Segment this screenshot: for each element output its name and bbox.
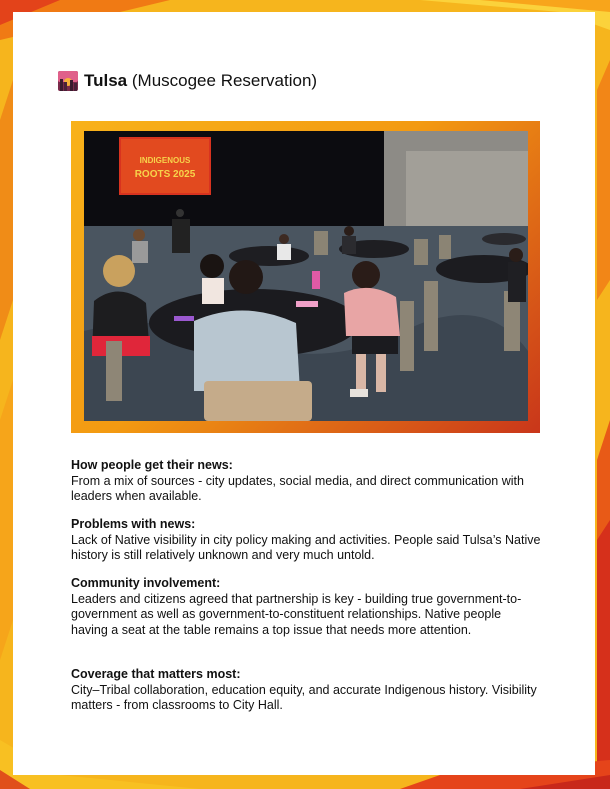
city-sunset-icon [58, 71, 78, 91]
section-news-sources [71, 458, 541, 505]
stage-screen [119, 137, 211, 195]
page-title [58, 70, 317, 92]
screen-text-line2: ROOTS 2025 [134, 169, 196, 180]
section-body: Leaders and citizens agreed that partnership is key - building true government-to-government as well as government-to-constituent relationships. Native people having a seat at the table remains a top issue that needs more attention. [71, 591, 522, 637]
screen-text-line1: INDIGENOUS [139, 156, 191, 165]
section-body: Lack of Native visibility in city policy making and activities. People said Tulsa’s Native history is still relatively unknown and very much untold. [71, 532, 541, 562]
section-body: From a mix of sources - city updates, social media, and direct communication with leaders when available. [71, 473, 524, 503]
section-heading: How people get their news: [71, 458, 233, 472]
section-heading: Coverage that matters most: [71, 667, 241, 681]
event-photo [84, 131, 528, 421]
section-heading: Community involvement: [71, 576, 221, 590]
city-name: Tulsa [84, 71, 128, 90]
section-body: City–Tribal collaboration, education equity, and accurate Indigenous history. Visibility matters - from classrooms to City Hall. [71, 682, 537, 712]
section-coverage-priorities [71, 667, 541, 714]
section-news-problems [71, 517, 541, 564]
reservation-name: (Muscogee Reservation) [131, 71, 318, 90]
section-community-involvement [71, 576, 541, 638]
section-heading: Problems with news: [71, 517, 196, 531]
